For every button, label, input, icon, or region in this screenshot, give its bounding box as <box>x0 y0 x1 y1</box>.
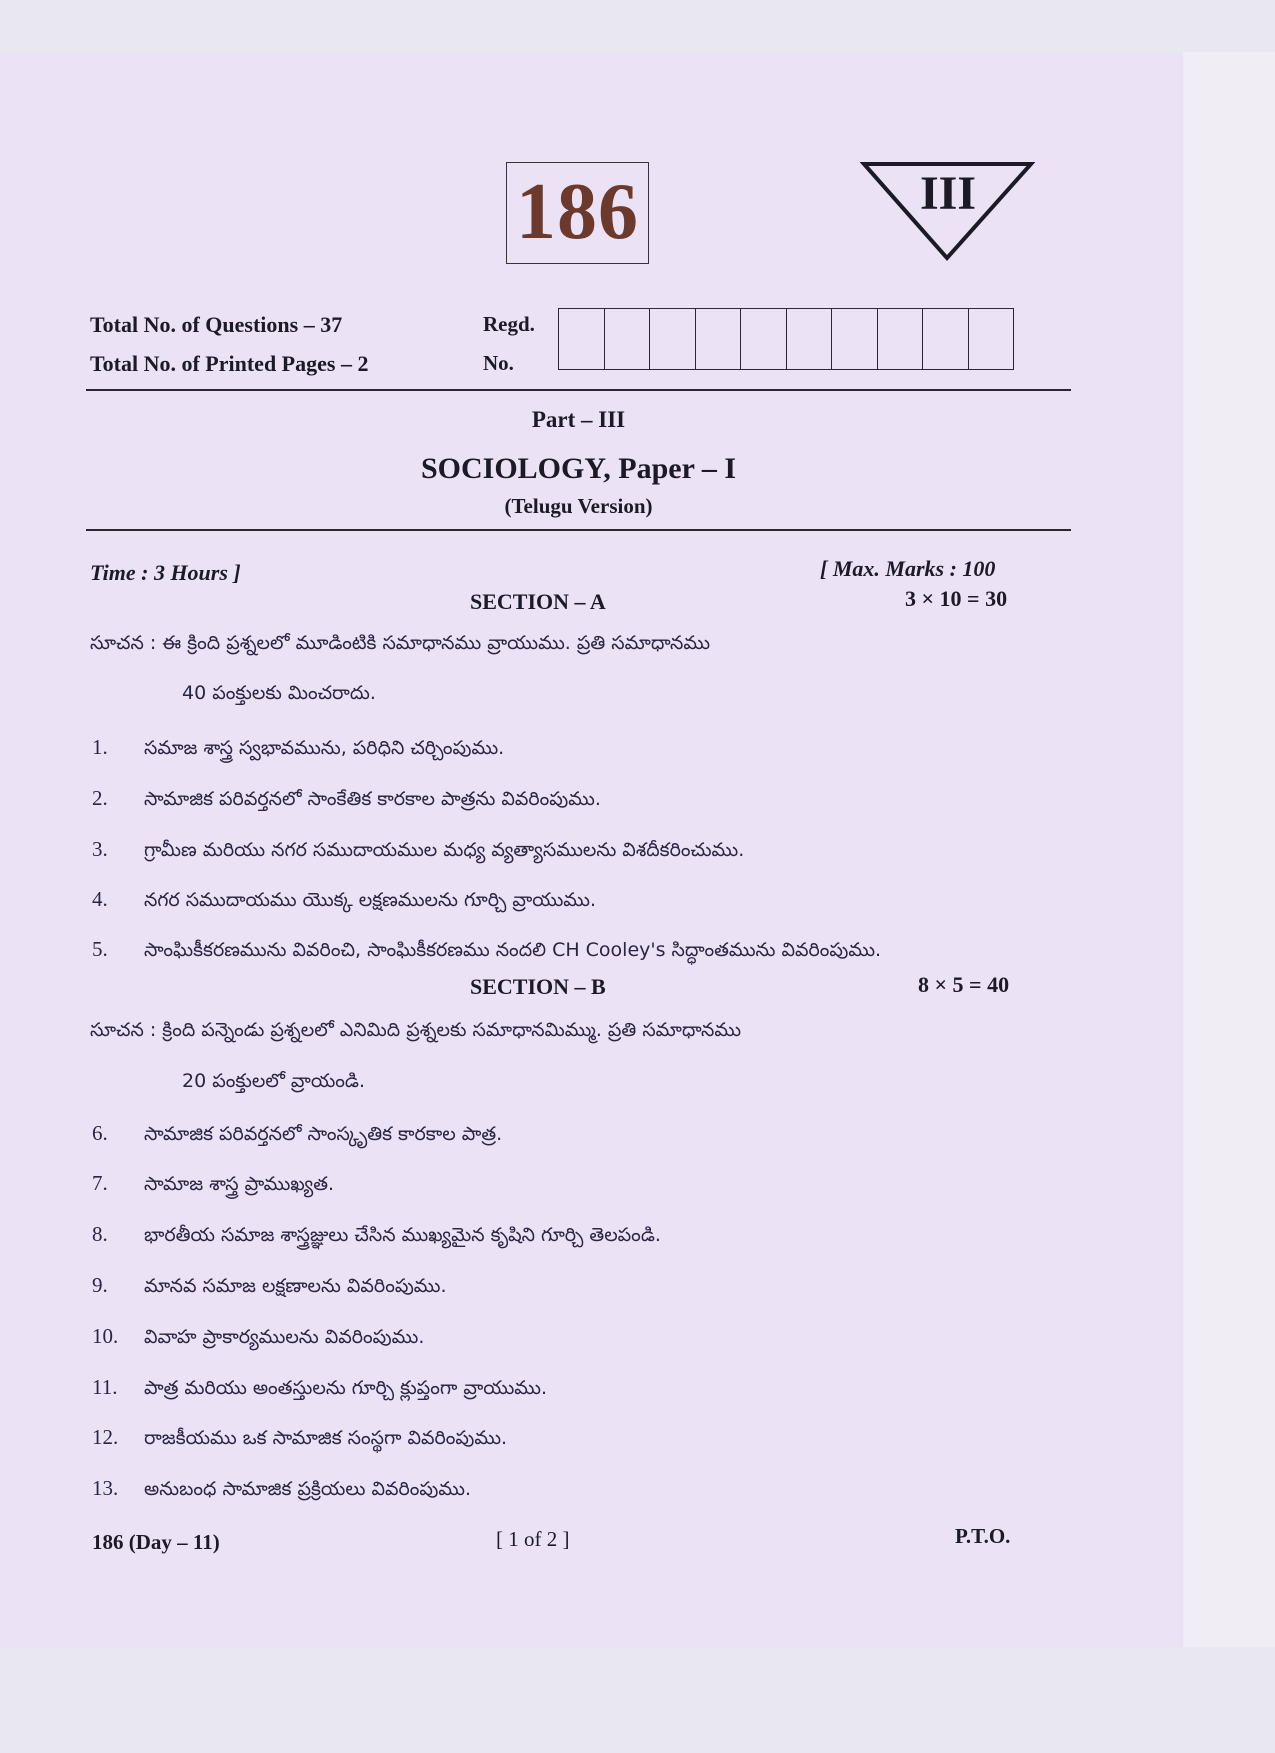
section-a-heading: SECTION – A <box>470 589 606 614</box>
regd-digit-box[interactable] <box>605 309 651 369</box>
section-a-marks: 3 × 10 = 30 <box>905 586 1008 611</box>
series-label: III <box>919 167 977 220</box>
page-indicator: [ 1 of 2 ] <box>496 1527 570 1551</box>
part-heading: Part – III <box>531 407 626 432</box>
no-label: No. <box>483 351 514 375</box>
section-b-instruction: సూచన : క్రింది పన్నెండు ప్రశ్నలలో ఎనిమిది ప్రశ్నలకు సమాధానమిమ్ము. ప్రతి సమాధానము <box>90 1019 742 1041</box>
regd-digit-box[interactable] <box>650 309 696 369</box>
version-label: (Telugu Version) <box>504 494 653 518</box>
question-item: 5. సాంఘికీకరణమును వివరించి, సాంఘికీకరణము నందలి CH Cooley's సిద్ధాంతమును వివరింపుము. <box>92 937 882 961</box>
section-b-marks: 8 × 5 = 40 <box>918 972 1010 997</box>
footer-code: 186 (Day – 11) <box>92 1530 220 1554</box>
question-item: 12. రాజకీయము ఒక సామాజిక సంస్థగా వివరింపుము. <box>92 1425 508 1449</box>
regd-digit-box[interactable] <box>559 309 605 369</box>
question-item: 4. నగర సముదాయము యొక్క లక్షణములను గూర్చి వ్రాయుము. <box>92 887 597 911</box>
regd-digit-box[interactable] <box>696 309 742 369</box>
divider <box>86 529 1071 531</box>
section-a-instruction-cont: 40 పంక్తులకు మించరాదు. <box>182 682 376 704</box>
question-item: 11. పాత్ర మరియు అంతస్తులను గూర్చి క్లుప్తంగా వ్రాయుము. <box>92 1375 547 1399</box>
question-item: 8. భారతీయ సమాజ శాస్త్రజ్ఞులు చేసిన ముఖ్యమైన కృషిని గూర్చి తెలపండి. <box>92 1222 661 1246</box>
time-label: Time : 3 Hours ] <box>90 560 241 585</box>
question-item: 13. అనుబంధ సామాజిక ప్రక్రియలు వివరింపుము. <box>92 1476 472 1500</box>
question-item: 6. సామాజిక పరివర్తనలో సాంస్కృతిక కారకాల పాత్ర. <box>92 1121 503 1145</box>
regd-digit-box[interactable] <box>832 309 878 369</box>
divider <box>86 389 1071 391</box>
paper-code-box <box>506 162 649 264</box>
section-b-instruction-cont: 20 పంక్తులలో వ్రాయండి. <box>182 1070 365 1092</box>
registration-number-grid[interactable] <box>558 308 1014 370</box>
pto-label: P.T.O. <box>955 1524 1011 1548</box>
regd-digit-box[interactable] <box>787 309 833 369</box>
question-item: 3. గ్రామీణ మరియు నగర సముదాయముల మధ్య వ్యత్యాసములను విశదీకరించుము. <box>92 837 745 861</box>
question-item: 7. సామాజ శాస్త్ర ప్రాముఖ్యత. <box>92 1171 335 1195</box>
subject-title: SOCIOLOGY, Paper – I <box>420 452 737 485</box>
regd-digit-box[interactable] <box>741 309 787 369</box>
question-item: 9. మానవ సమాజ లక్షణాలను వివరింపుము. <box>92 1273 447 1297</box>
scan-background <box>1183 52 1275 1647</box>
question-item: 2. సామాజిక పరివర్తనలో సాంకేతిక కారకాల పాత్రను వివరింపుము. <box>92 786 601 810</box>
question-item: 10. వివాహ ప్రాకార్యములను వివరింపుము. <box>92 1324 425 1348</box>
section-b-heading: SECTION – B <box>470 974 606 999</box>
paper-code: 186 <box>516 168 639 256</box>
question-item: 1. సమాజ శాస్త్ర స్వభావమును, పరిధిని చర్చింపుము. <box>92 735 505 759</box>
regd-digit-box[interactable] <box>923 309 969 369</box>
total-pages: Total No. of Printed Pages – 2 <box>90 351 369 376</box>
regd-digit-box[interactable] <box>969 309 1014 369</box>
max-marks-label: [ Max. Marks : 100 <box>820 556 996 581</box>
total-questions: Total No. of Questions – 37 <box>90 312 343 337</box>
regd-label: Regd. <box>483 312 535 336</box>
section-a-instruction: సూచన : ఈ క్రింది ప్రశ్నలలో మూడింటికి సమాధానము వ్రాయుము. ప్రతి సమాధానము <box>90 632 711 654</box>
regd-digit-box[interactable] <box>878 309 924 369</box>
